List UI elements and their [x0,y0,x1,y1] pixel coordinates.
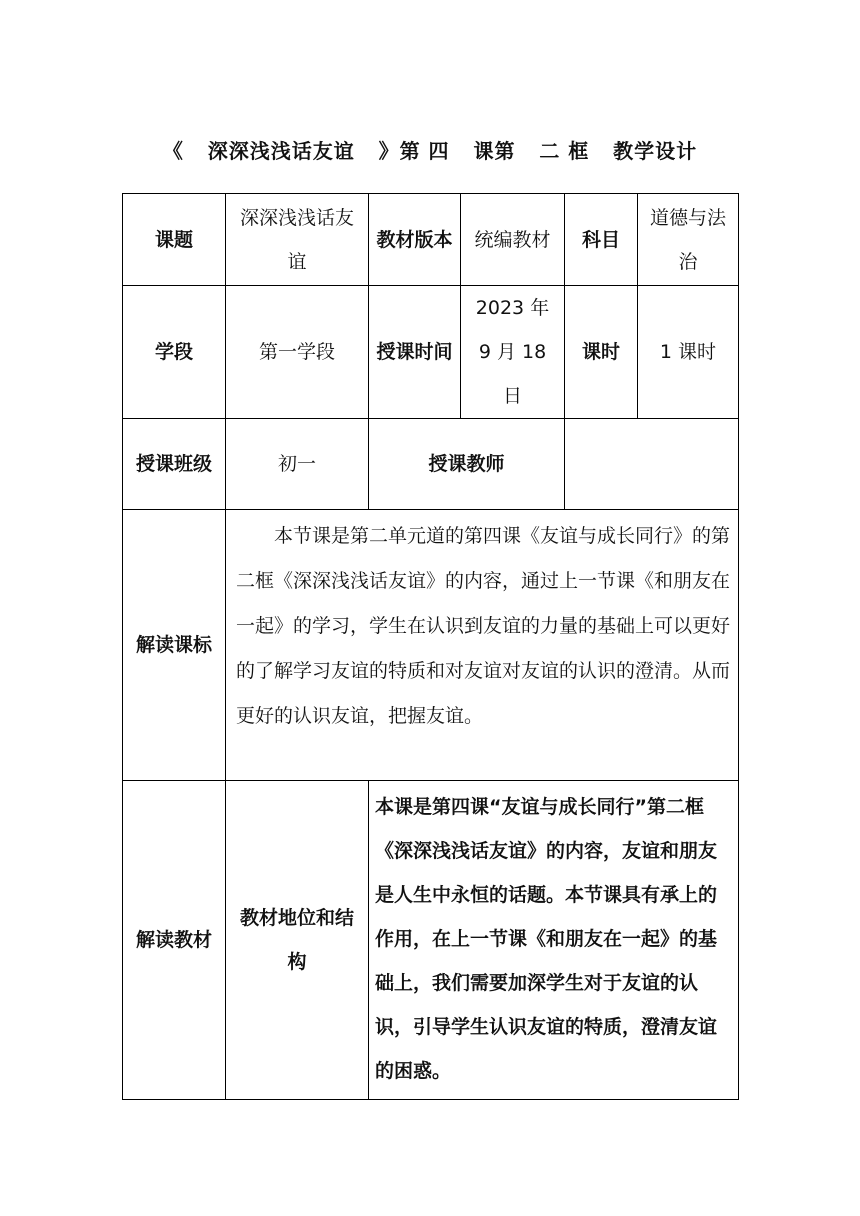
table-row-textbook [123,781,739,1100]
curriculum-interpretation: 本节课是第二单元道的第四课《友谊与成长同行》的第二框《深深浅浅话友谊》的内容，通过上一节课《和朋友在一起》的学习，学生在认识到友谊的力量的基础上可以更好的了解学习友谊的特质和对友谊对友谊的认识的澄清。从而更好的认识友谊，把握友谊。 [226,510,739,781]
table-row-class [123,419,739,510]
label-hours: 课时 [565,286,638,419]
value-time: 2023 年 9 月 18 日 [461,286,565,419]
table-row-curriculum [123,510,739,781]
value-class: 初一 [226,419,369,510]
label-class: 授课班级 [123,419,226,510]
value-hours: 1 课时 [638,286,739,419]
table-row-stage [123,286,739,419]
value-stage: 第一学段 [226,286,369,419]
label-stage: 学段 [123,286,226,419]
label-textbook-position: 教材地位和结构 [226,781,369,1100]
label-subject: 科目 [565,194,638,286]
label-textbook: 解读教材 [123,781,226,1100]
label-curriculum: 解读课标 [123,510,226,781]
value-subject: 道德与法治 [638,194,739,286]
lesson-plan-table [122,193,739,1100]
label-topic: 课题 [123,194,226,286]
table-row-topic [123,194,739,286]
label-time: 授课时间 [369,286,461,419]
textbook-interpretation: 本课是第四课“友谊与成长同行”第二框《深深浅浅话友谊》的内容，友谊和朋友是人生中永恒的话题。本节课具有承上的作用，在上一节课《和朋友在一起》的基础上，我们需要加深学生对于友谊的认识，引导学生认识友谊的特质，澄清友谊的困惑。 [369,781,739,1100]
value-edition: 统编教材 [461,194,565,286]
value-teacher [565,419,739,510]
page-title: 《 深深浅浅话友谊 》第 四 课第 二 框 教学设计 [162,139,698,163]
label-teacher: 授课教师 [369,419,565,510]
value-topic: 深深浅浅话友谊 [226,194,369,286]
label-edition: 教材版本 [369,194,461,286]
